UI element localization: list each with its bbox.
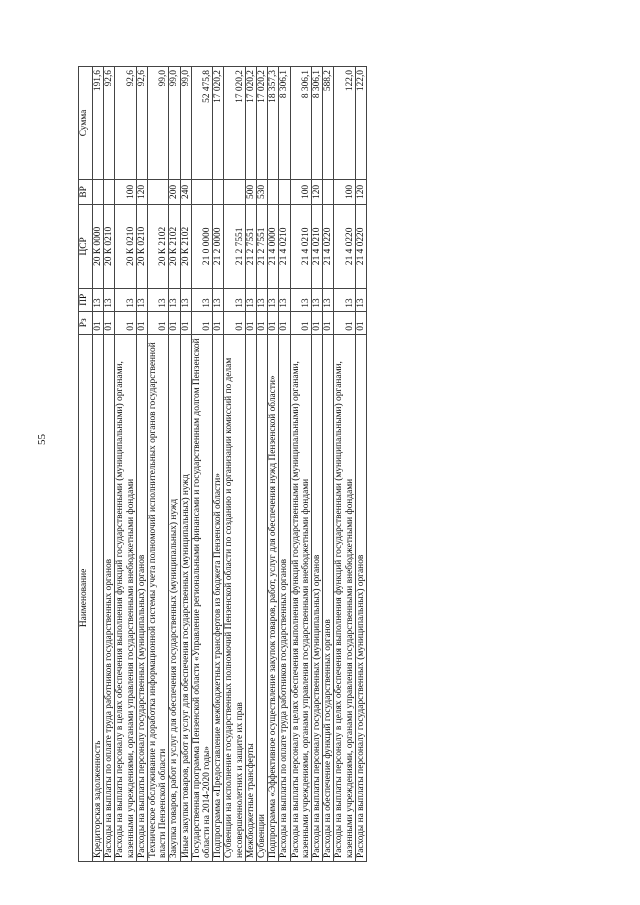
- cell-csr: 21 4 0220: [355, 204, 366, 288]
- cell-sum: 17 020,2: [257, 67, 268, 180]
- table-row: [180, 67, 191, 862]
- cell-name: Кредиторская задолженность: [93, 334, 104, 861]
- cell-csr: 20 К 0210: [115, 204, 136, 288]
- cell-csr: 21 4 0210: [279, 204, 290, 288]
- cell-rz: 01: [279, 311, 290, 334]
- cell-rz: 01: [93, 311, 104, 334]
- cell-pr: 13: [355, 288, 366, 311]
- cell-vr: 120: [136, 179, 147, 204]
- cell-name: Расходы на выплаты персоналу в целях обеспечения выполнения функций государственными (муниципальными) органами, казенными учреждениями, органами управления государственными внебюджетными фондами: [290, 334, 311, 861]
- cell-csr: 21 2 7551: [224, 204, 245, 288]
- cell-vr: [323, 179, 334, 204]
- cell-sum: 18 357,3: [268, 67, 279, 180]
- cell-sum: 8 306,1: [279, 67, 290, 180]
- cell-sum: 92,6: [136, 67, 147, 180]
- table-row: [191, 67, 212, 862]
- table-row: [355, 67, 366, 862]
- cell-vr: [148, 179, 169, 204]
- cell-name: Субвенции на исполнение государственных полномочий Пензенской области по созданию и организации комиссий по делам несовершеннолетних и защите их прав: [224, 334, 245, 861]
- budget-table: [78, 66, 367, 862]
- cell-vr: 530: [257, 179, 268, 204]
- cell-pr: 13: [169, 288, 180, 311]
- table-row: [148, 67, 169, 862]
- cell-name: Расходы на выплаты по оплате труда работников государственных органов: [104, 334, 115, 861]
- cell-rz: 01: [180, 311, 191, 334]
- table-row: [334, 67, 355, 862]
- cell-name: Иные закупки товаров, работ и услуг для обеспечения государственных (муниципальных) нужд: [180, 334, 191, 861]
- rotated-table-container: [78, 66, 570, 862]
- cell-csr: 20 К 2102: [180, 204, 191, 288]
- table-row: [136, 67, 147, 862]
- cell-vr: [268, 179, 279, 204]
- cell-rz: 01: [148, 311, 169, 334]
- cell-pr: 13: [245, 288, 256, 311]
- cell-name: Техническое обслуживание и доработка информационной системы учета полномочий исполнительных органов государственной власти Пензенской области: [148, 334, 169, 861]
- cell-vr: 200: [169, 179, 180, 204]
- header-name: Наименование: [79, 334, 93, 861]
- header-csr: ЦСР: [79, 204, 93, 288]
- cell-sum: 8 306,1: [312, 67, 323, 180]
- cell-pr: 13: [104, 288, 115, 311]
- cell-csr: 20 К 2102: [169, 204, 180, 288]
- cell-sum: 92,6: [104, 67, 115, 180]
- cell-pr: 13: [268, 288, 279, 311]
- cell-vr: [104, 179, 115, 204]
- cell-sum: 99,0: [169, 67, 180, 180]
- cell-name: Межбюджетные трансферты: [245, 334, 256, 861]
- cell-name: Расходы на выплаты персоналу государственных (муниципальных) органов: [136, 334, 147, 861]
- cell-rz: 01: [268, 311, 279, 334]
- cell-sum: 588,2: [323, 67, 334, 180]
- cell-csr: 20 К 0210: [136, 204, 147, 288]
- cell-name: Государственная программа Пензенской области «Управление региональными финансами и государственным долгом Пензенской области на 2014-2020 годы»: [191, 334, 212, 861]
- cell-vr: 500: [245, 179, 256, 204]
- cell-sum: 8 306,1: [290, 67, 311, 180]
- header-vr: ВР: [79, 179, 93, 204]
- table-row: [169, 67, 180, 862]
- cell-csr: 21 2 7551: [245, 204, 256, 288]
- cell-vr: [213, 179, 224, 204]
- cell-csr: 21 4 0210: [290, 204, 311, 288]
- cell-csr: 21 4 0000: [268, 204, 279, 288]
- cell-sum: 52 475,8: [191, 67, 212, 180]
- cell-csr: 21 4 0220: [334, 204, 355, 288]
- table-row: [224, 67, 245, 862]
- cell-rz: 01: [290, 311, 311, 334]
- cell-rz: 01: [191, 311, 212, 334]
- cell-csr: 21 2 0000: [213, 204, 224, 288]
- cell-csr: 20 К 2102: [148, 204, 169, 288]
- cell-pr: 13: [115, 288, 136, 311]
- cell-rz: 01: [104, 311, 115, 334]
- header-pr: ПР: [79, 288, 93, 311]
- cell-csr: 21 4 0220: [323, 204, 334, 288]
- cell-rz: 01: [334, 311, 355, 334]
- cell-sum: 17 020,2: [245, 67, 256, 180]
- cell-sum: 99,0: [148, 67, 169, 180]
- cell-pr: 13: [148, 288, 169, 311]
- cell-name: Подпрограмма «Предоставление межбюджетных трансфертов из бюджета Пензенской области»: [213, 334, 224, 861]
- cell-pr: 13: [136, 288, 147, 311]
- page-number: 55: [36, 434, 48, 445]
- cell-name: Расходы на выплаты персоналу в целях обеспечения выполнения функций государственными (муниципальными) органами, казенными учреждениями, органами управления государственными внебюджетными фондами: [334, 334, 355, 861]
- cell-pr: 13: [279, 288, 290, 311]
- cell-vr: 100: [290, 179, 311, 204]
- cell-pr: 13: [323, 288, 334, 311]
- cell-sum: 92,6: [115, 67, 136, 180]
- cell-vr: [224, 179, 245, 204]
- cell-pr: 13: [312, 288, 323, 311]
- table-row: [257, 67, 268, 862]
- table-row: [245, 67, 256, 862]
- cell-vr: 240: [180, 179, 191, 204]
- cell-sum: 122,0: [334, 67, 355, 180]
- cell-sum: 122,0: [355, 67, 366, 180]
- cell-pr: 13: [93, 288, 104, 311]
- cell-rz: 01: [115, 311, 136, 334]
- table-row: [312, 67, 323, 862]
- cell-pr: 13: [290, 288, 311, 311]
- cell-rz: 01: [224, 311, 245, 334]
- cell-sum: 17 020,2: [213, 67, 224, 180]
- cell-pr: 13: [334, 288, 355, 311]
- cell-rz: 01: [213, 311, 224, 334]
- cell-sum: 99,0: [180, 67, 191, 180]
- cell-sum: 17 020,2: [224, 67, 245, 180]
- cell-csr: 20 К 0000: [93, 204, 104, 288]
- cell-sum: 191,6: [93, 67, 104, 180]
- cell-pr: 13: [213, 288, 224, 311]
- cell-name: Расходы на обеспечение функций государственных органов: [323, 334, 334, 861]
- table-row: [213, 67, 224, 862]
- cell-name: Расходы на выплаты персоналу государственных (муниципальных) органов: [355, 334, 366, 861]
- cell-name: Подпрограмма «Эффективное осуществление закупок товаров, работ, услуг для обеспечения нужд Пензенской области»: [268, 334, 279, 861]
- table-row: [290, 67, 311, 862]
- table-header-row: [79, 67, 93, 862]
- table-row: [93, 67, 104, 862]
- cell-vr: 120: [355, 179, 366, 204]
- cell-pr: 13: [191, 288, 212, 311]
- cell-name: Расходы на выплаты персоналу в целях обеспечения выполнения функций государственными (муниципальными) органами, казенными учреждениями, органами управления государственными внебюджетными фондами: [115, 334, 136, 861]
- cell-vr: 100: [334, 179, 355, 204]
- cell-name: Расходы на выплаты по оплате труда работников государственных органов: [279, 334, 290, 861]
- table-row: [115, 67, 136, 862]
- cell-pr: 13: [257, 288, 268, 311]
- cell-vr: 100: [115, 179, 136, 204]
- cell-rz: 01: [323, 311, 334, 334]
- cell-csr: 20 К 0210: [104, 204, 115, 288]
- cell-vr: 120: [312, 179, 323, 204]
- cell-pr: 13: [180, 288, 191, 311]
- cell-rz: 01: [245, 311, 256, 334]
- cell-csr: 21 0 0000: [191, 204, 212, 288]
- cell-rz: 01: [169, 311, 180, 334]
- cell-pr: 13: [224, 288, 245, 311]
- cell-csr: 21 2 7551: [257, 204, 268, 288]
- table-body: [93, 67, 367, 862]
- cell-vr: [279, 179, 290, 204]
- cell-vr: [93, 179, 104, 204]
- cell-name: Расходы на выплаты персоналу государственных (муниципальных) органов: [312, 334, 323, 861]
- table-row: [279, 67, 290, 862]
- header-sum: Сумма: [79, 67, 93, 180]
- cell-rz: 01: [355, 311, 366, 334]
- cell-rz: 01: [312, 311, 323, 334]
- header-rz: Рз: [79, 311, 93, 334]
- cell-name: Субвенции: [257, 334, 268, 861]
- table-row: [104, 67, 115, 862]
- cell-rz: 01: [136, 311, 147, 334]
- table-row: [323, 67, 334, 862]
- table-row: [268, 67, 279, 862]
- cell-rz: 01: [257, 311, 268, 334]
- cell-csr: 21 4 0210: [312, 204, 323, 288]
- cell-vr: [191, 179, 212, 204]
- cell-name: Закупка товаров, работ и услуг для обеспечения государственных (муниципальных) нужд: [169, 334, 180, 861]
